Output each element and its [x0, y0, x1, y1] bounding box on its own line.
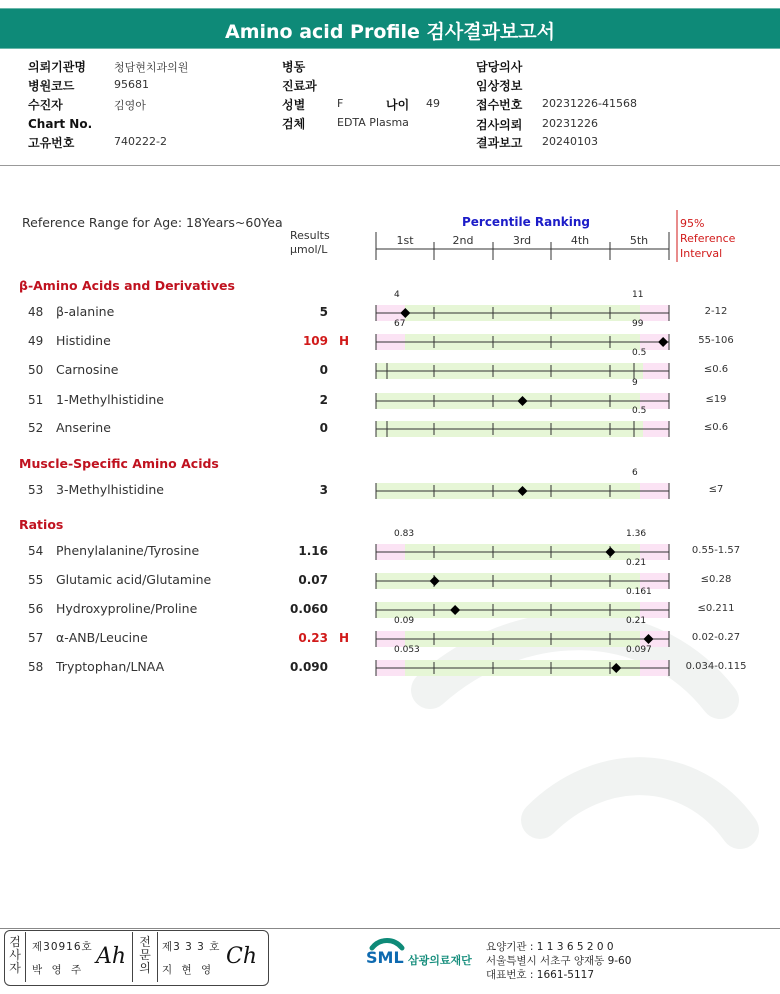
header-label-dept: 진료과	[282, 79, 317, 93]
low-percentile-label: 0.09	[394, 616, 415, 626]
row-number: 53	[28, 483, 44, 497]
results-header: Results	[290, 229, 330, 242]
ref-interval-line3: Interval	[680, 247, 723, 260]
header-value-age: 49	[426, 97, 440, 110]
reference-range-label: Reference Range for Age: 18Years~60Yea	[22, 215, 283, 230]
row-number: 54	[28, 544, 44, 558]
header-value-sex: F	[337, 97, 344, 110]
analyte-name: Glutamic acid/Glutamine	[56, 572, 212, 587]
percentile-ranking-title: Percentile Ranking	[461, 215, 591, 229]
analyte-name: Tryptophan/LNAA	[56, 659, 165, 674]
high-flag: H	[339, 631, 350, 645]
result-value: 0.060	[290, 602, 328, 616]
reference-interval: ≤7	[708, 484, 724, 495]
result-value: 5	[319, 305, 328, 319]
header-value-patient: 김영아	[114, 99, 146, 112]
section-title-ratios: Ratios	[19, 517, 64, 532]
reference-interval: 0.02-0.27	[691, 632, 741, 643]
analyte-name: Carnosine	[56, 362, 119, 377]
institution-code: 요양기관 : 1 1 3 6 5 2 0 0	[486, 941, 614, 953]
high-percentile-label: 9	[632, 378, 638, 388]
result-value: 0.090	[290, 660, 328, 674]
header-value-hospital-code: 95681	[114, 78, 149, 91]
header-label-receipt-no: 접수번호	[476, 98, 523, 112]
row-number: 51	[28, 393, 44, 407]
analyte-name: Hydroxyproline/Proline	[56, 601, 198, 616]
units-header: μmol/L	[290, 243, 328, 256]
high-percentile-label: 0.097	[626, 645, 652, 655]
header-label-request-date: 검사의뢰	[476, 118, 523, 132]
doctor-label: 전문의	[139, 935, 151, 975]
quintile-label-3: 3rd	[512, 234, 532, 247]
high-percentile-label: 0.161	[626, 587, 652, 597]
result-value: 0.23	[298, 631, 328, 645]
reference-interval: ≤19	[705, 394, 727, 405]
high-percentile-label: 0.21	[626, 616, 647, 626]
quintile-label-4: 4th	[570, 234, 590, 247]
report-title: Amino acid Profile 검사결과보고서	[225, 21, 555, 43]
header-label-unique-no: 고유번호	[28, 136, 75, 150]
result-value: 0	[319, 421, 328, 435]
section-title-beta-amino: β-Amino Acids and Derivatives	[19, 278, 235, 293]
reference-interval: 0.55-1.57	[691, 545, 741, 556]
tester-label-cell	[6, 932, 26, 982]
reference-interval: ≤0.28	[700, 574, 732, 585]
header-value-unique-no: 740222-2	[114, 135, 167, 148]
header-label-clinical-info: 임상정보	[476, 79, 523, 93]
analyte-name: Anserine	[56, 420, 111, 435]
quintile-label-1: 1st	[396, 234, 414, 247]
header-value-receipt-no: 20231226-41568	[542, 97, 637, 110]
row-number: 48	[28, 305, 44, 319]
tester-label: 검사자	[9, 935, 21, 975]
row-number: 57	[28, 631, 44, 645]
doctor-label-cell	[132, 932, 158, 982]
header-label-specimen: 검체	[282, 117, 306, 131]
high-percentile-label: 0.21	[626, 558, 647, 568]
ref-interval-line2: Reference	[680, 232, 736, 245]
high-percentile-label: 6	[632, 468, 638, 478]
high-percentile-label: 11	[632, 290, 644, 300]
header-label-report-date: 결과보고	[476, 136, 523, 150]
header-label-institution: 의뢰기관명	[28, 60, 86, 74]
org-name: 삼광의료재단	[408, 954, 472, 967]
high-percentile-label: 0.5	[632, 348, 647, 358]
quintile-label-2: 2nd	[452, 234, 474, 247]
header-label-patient: 수진자	[28, 98, 63, 112]
header-label-chart-no: Chart No.	[28, 117, 93, 131]
header-value-specimen: EDTA Plasma	[337, 116, 409, 129]
header-value-request-date: 20231226	[542, 117, 598, 130]
header-label-ward: 병동	[282, 60, 306, 74]
analyte-name: α-ANB/Leucine	[56, 630, 148, 645]
result-value: 0.07	[298, 573, 328, 587]
low-percentile-label: 67	[394, 319, 406, 329]
row-number: 55	[28, 573, 44, 587]
row-number: 52	[28, 421, 44, 435]
analyte-name: β-alanine	[56, 304, 115, 319]
ref-interval-line1: 95%	[680, 217, 705, 230]
tester-signature: Ah	[96, 944, 127, 969]
header-value-report-date: 20240103	[542, 135, 598, 148]
analyte-name: 3-Methylhistidine	[56, 482, 164, 497]
doctor-number: 제3 3 3 호	[162, 941, 221, 953]
reference-interval: 55-106	[698, 335, 734, 346]
high-flag: H	[339, 334, 350, 348]
sml-logo-text: SML	[366, 948, 404, 967]
doctor-signature: Ch	[226, 944, 258, 969]
reference-interval: 2-12	[704, 306, 728, 317]
header-label-doctor: 담당의사	[476, 60, 523, 74]
low-percentile-label: 4	[394, 290, 400, 300]
result-value: 109	[302, 334, 328, 348]
quintile-label-5: 5th	[629, 234, 649, 247]
row-number: 50	[28, 363, 44, 377]
reference-interval: 0.034-0.115	[685, 661, 747, 672]
header-label-hospital-code: 병원코드	[28, 79, 75, 93]
address: 서울특별시 서초구 양재동 9-60	[486, 955, 632, 967]
high-percentile-label: 99	[632, 319, 644, 329]
analyte-name: Phenylalanine/Tyrosine	[56, 543, 200, 558]
section-title-muscle: Muscle-Specific Amino Acids	[19, 456, 219, 471]
result-value: 0	[319, 363, 328, 377]
row-number: 49	[28, 334, 44, 348]
reference-interval: ≤0.211	[697, 603, 735, 614]
row-number: 56	[28, 602, 44, 616]
result-value: 1.16	[298, 544, 328, 558]
low-percentile-label: 0.053	[394, 645, 420, 655]
doctor-name: 지 현 영	[162, 964, 215, 976]
header-value-institution: 청담현치과의원	[114, 61, 189, 74]
result-value: 2	[319, 393, 328, 407]
row-number: 58	[28, 660, 44, 674]
tester-number: 제30916호	[32, 941, 93, 953]
header-label-sex: 성별	[282, 98, 306, 112]
footer-divider	[0, 928, 780, 929]
high-percentile-label: 0.5	[632, 406, 647, 416]
analyte-name: 1-Methylhistidine	[56, 392, 164, 407]
high-percentile-label: 1.36	[626, 529, 647, 539]
reference-interval: ≤0.6	[703, 364, 729, 375]
analyte-name: Histidine	[56, 333, 111, 348]
header-label-age: 나이	[386, 98, 410, 112]
reference-interval: ≤0.6	[703, 422, 729, 433]
result-value: 3	[319, 483, 328, 497]
tester-name: 박 영 주	[32, 964, 85, 976]
phone-number: 대표번호 : 1661-5117	[486, 969, 595, 981]
low-percentile-label: 0.83	[394, 529, 415, 539]
